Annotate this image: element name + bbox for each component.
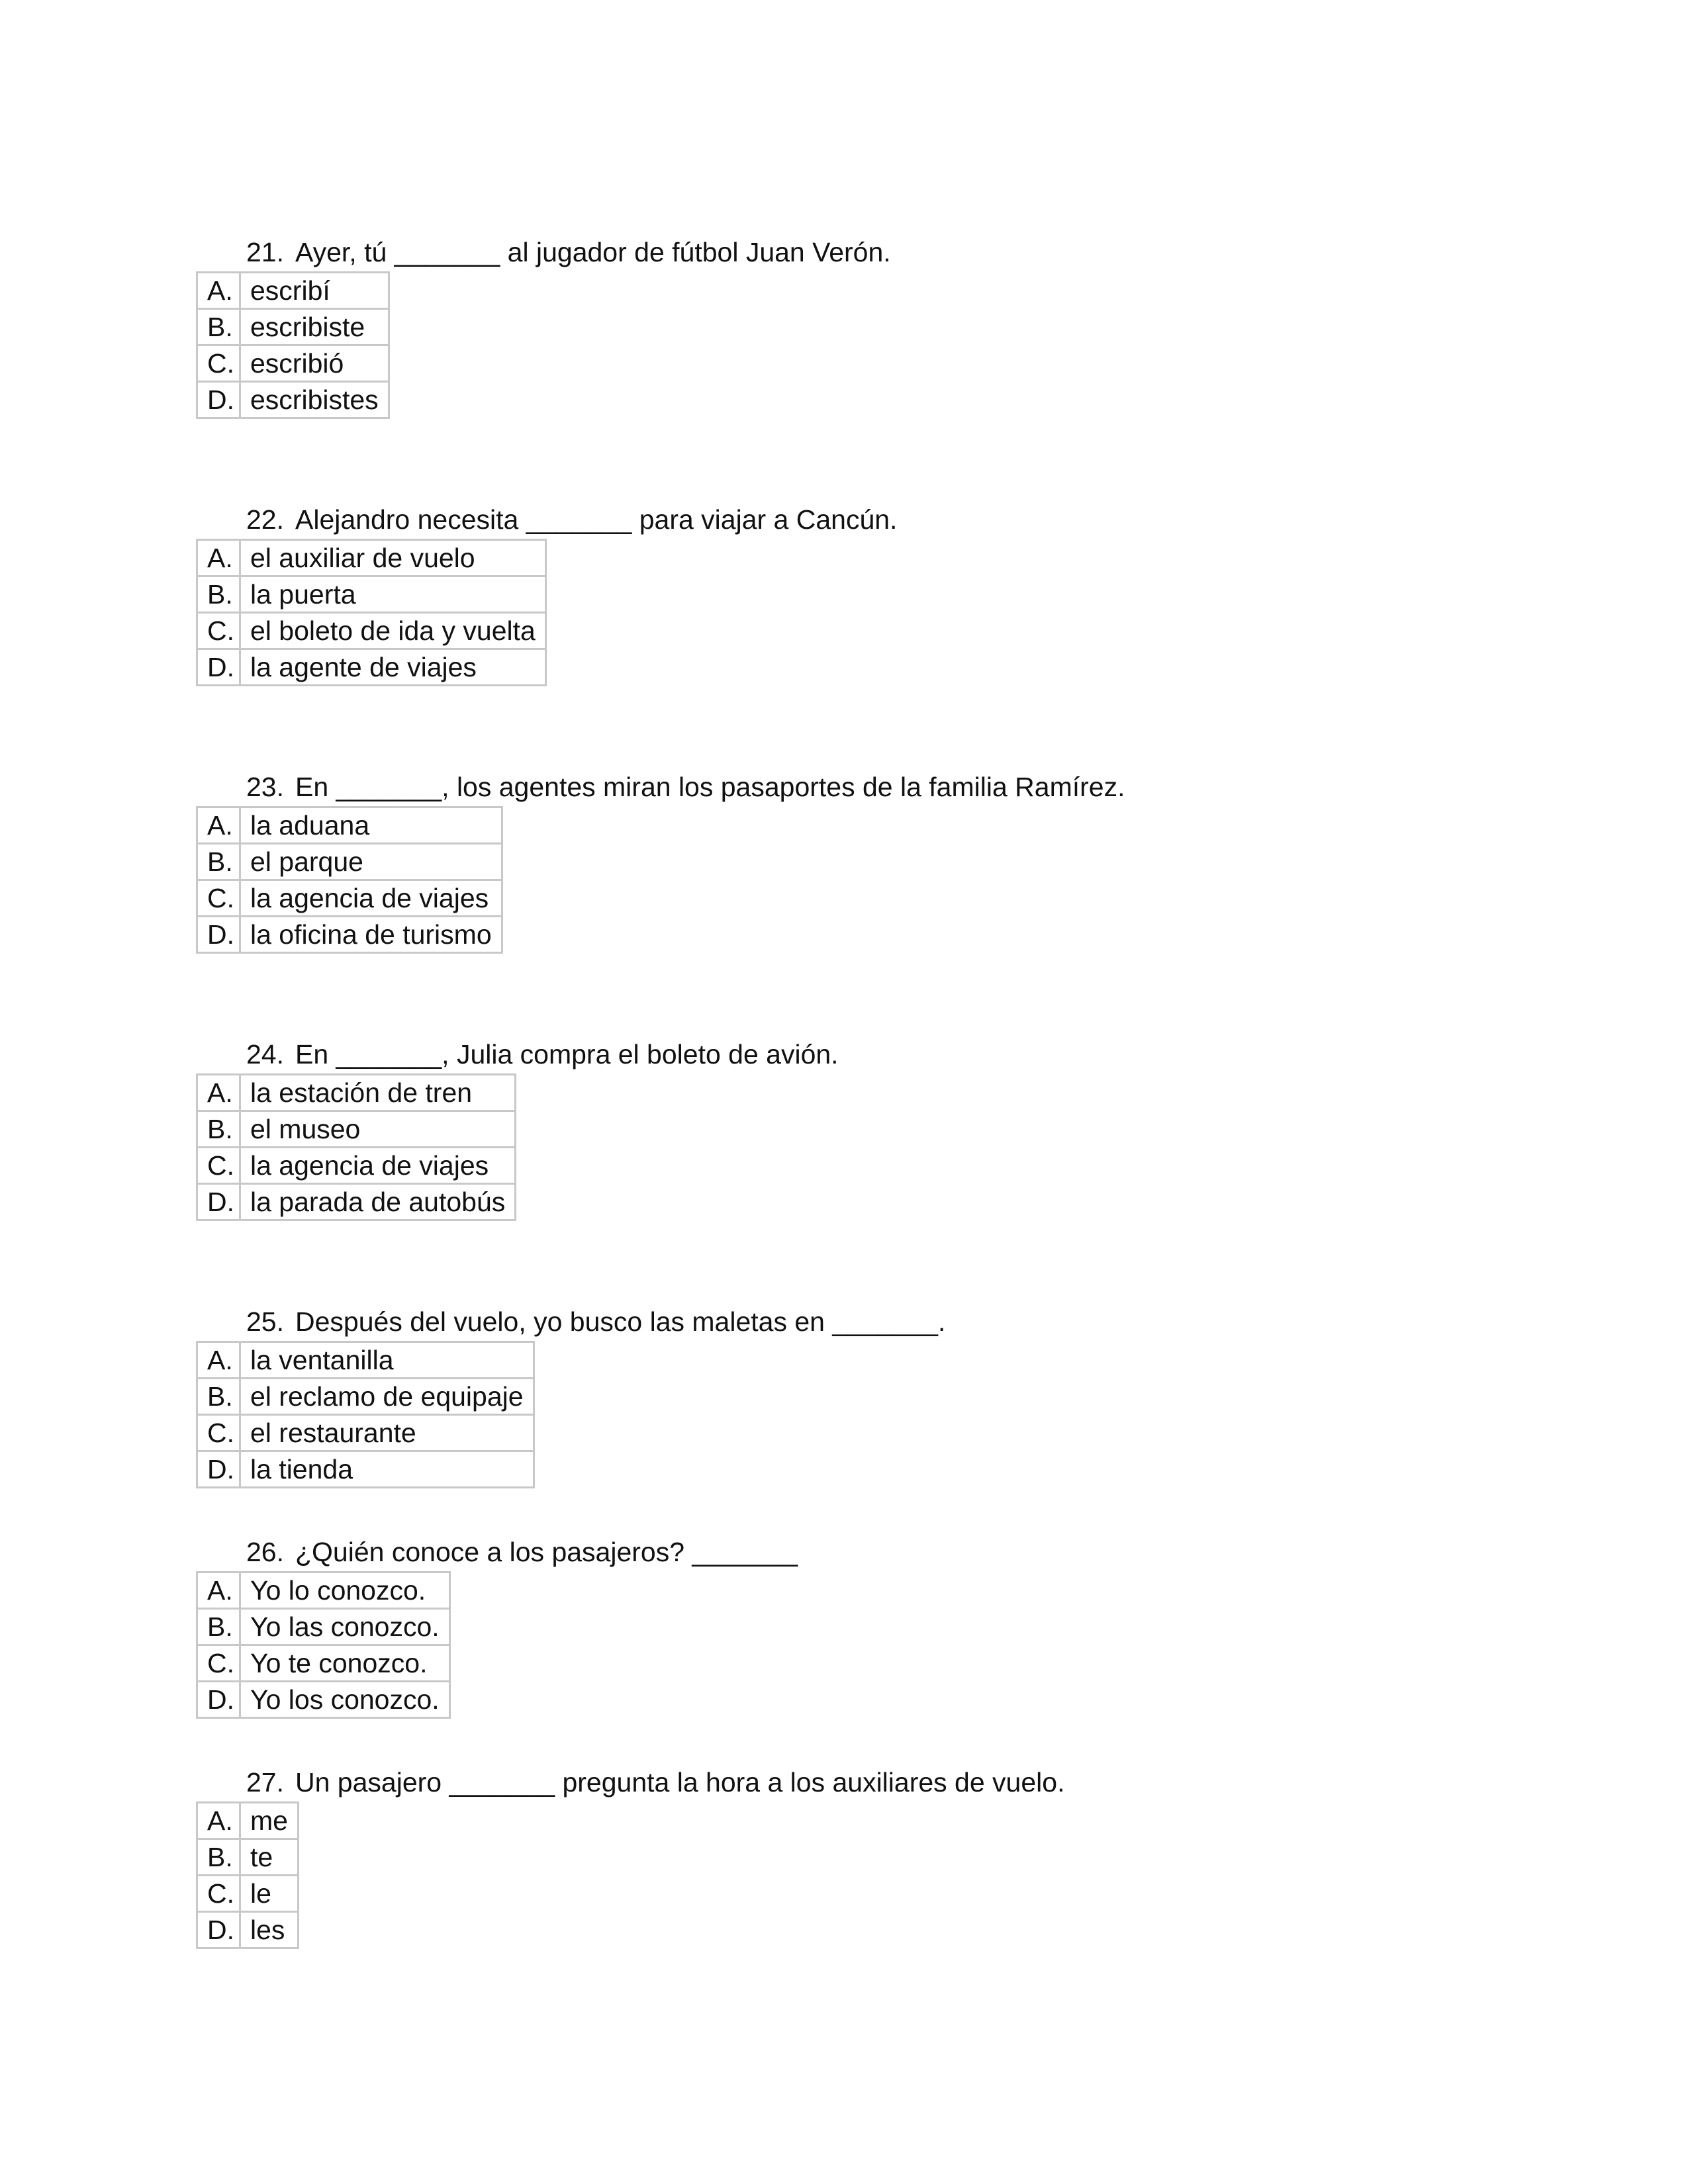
question-prompt <box>196 233 891 271</box>
option-text: escribió <box>240 345 389 382</box>
option-text: la puerta <box>240 576 546 613</box>
question-number: 23. <box>246 772 284 802</box>
option-text: el boleto de ida y vuelta <box>240 613 546 649</box>
option-text: el auxiliar de vuelo <box>240 540 546 576</box>
question-25 <box>196 1302 946 1488</box>
option-text: escribistes <box>240 382 389 418</box>
option-letter: B. <box>197 844 240 880</box>
question-text: Ayer, tú _______ al jugador de fútbol Juan Verón. <box>295 237 891 267</box>
option-letter: C. <box>197 1645 240 1682</box>
option-row-b[interactable] <box>197 309 389 345</box>
option-letter: B. <box>197 1839 240 1876</box>
option-row-c[interactable] <box>197 1415 534 1451</box>
option-text: les <box>240 1912 299 1948</box>
option-letter: D. <box>197 649 240 686</box>
options-table <box>196 1571 451 1719</box>
question-prompt <box>196 500 898 539</box>
question-21 <box>196 233 891 419</box>
option-text: el reclamo de equipaje <box>240 1379 534 1415</box>
option-row-d[interactable] <box>197 1682 450 1718</box>
question-text: Alejandro necesita _______ para viajar a Cancún. <box>295 504 898 535</box>
question-prompt <box>196 1533 798 1571</box>
option-row-a[interactable] <box>197 1075 516 1111</box>
option-letter: A. <box>197 1572 240 1609</box>
question-number: 21. <box>246 237 284 267</box>
option-letter: B. <box>197 1111 240 1148</box>
option-row-c[interactable] <box>197 613 546 649</box>
option-text: la ventanilla <box>240 1342 534 1379</box>
option-row-c[interactable] <box>197 1148 516 1184</box>
option-row-d[interactable] <box>197 1184 516 1220</box>
question-26 <box>196 1533 798 1719</box>
question-number: 27. <box>246 1767 284 1797</box>
option-text: Yo lo conozco. <box>240 1572 450 1609</box>
option-text: le <box>240 1876 299 1912</box>
option-row-d[interactable] <box>197 917 502 953</box>
option-letter: A. <box>197 1342 240 1379</box>
option-row-a[interactable] <box>197 540 546 576</box>
option-letter: A. <box>197 273 240 309</box>
question-text: Después del vuelo, yo busco las maletas en _______. <box>295 1306 946 1337</box>
question-number: 24. <box>246 1039 284 1069</box>
question-prompt <box>196 1302 946 1341</box>
option-text: la aduana <box>240 807 502 844</box>
option-text: la estación de tren <box>240 1075 516 1111</box>
option-text: escribiste <box>240 309 389 345</box>
option-letter: D. <box>197 382 240 418</box>
option-row-d[interactable] <box>197 382 389 418</box>
option-row-b[interactable] <box>197 576 546 613</box>
option-letter: A. <box>197 807 240 844</box>
option-letter: B. <box>197 1379 240 1415</box>
options-table <box>196 1341 535 1488</box>
option-letter: D. <box>197 1451 240 1488</box>
option-letter: A. <box>197 1803 240 1839</box>
option-row-d[interactable] <box>197 1912 299 1948</box>
option-row-a[interactable] <box>197 273 389 309</box>
option-row-b[interactable] <box>197 1839 299 1876</box>
option-text: Yo te conozco. <box>240 1645 450 1682</box>
option-row-a[interactable] <box>197 807 502 844</box>
option-text: la tienda <box>240 1451 534 1488</box>
question-23 <box>196 768 1125 954</box>
options-table <box>196 539 547 686</box>
option-row-d[interactable] <box>197 649 546 686</box>
option-text: el parque <box>240 844 502 880</box>
question-22 <box>196 500 898 686</box>
options-table <box>196 1073 516 1221</box>
question-number: 25. <box>246 1306 284 1337</box>
option-letter: C. <box>197 613 240 649</box>
option-letter: D. <box>197 1184 240 1220</box>
option-row-b[interactable] <box>197 1111 516 1148</box>
option-letter: B. <box>197 1609 240 1645</box>
option-letter: C. <box>197 345 240 382</box>
question-text: Un pasajero _______ pregunta la hora a los auxiliares de vuelo. <box>295 1767 1065 1797</box>
option-text: te <box>240 1839 299 1876</box>
option-text: Yo las conozco. <box>240 1609 450 1645</box>
option-letter: C. <box>197 1876 240 1912</box>
option-letter: C. <box>197 880 240 917</box>
option-text: la oficina de turismo <box>240 917 502 953</box>
option-letter: A. <box>197 540 240 576</box>
option-letter: C. <box>197 1148 240 1184</box>
question-text: En _______, los agentes miran los pasaportes de la familia Ramírez. <box>295 772 1125 802</box>
question-text: En _______, Julia compra el boleto de avión. <box>295 1039 839 1069</box>
option-row-a[interactable] <box>197 1803 299 1839</box>
options-table <box>196 271 390 419</box>
option-letter: D. <box>197 917 240 953</box>
option-row-d[interactable] <box>197 1451 534 1488</box>
option-letter: C. <box>197 1415 240 1451</box>
question-number: 26. <box>246 1537 284 1567</box>
option-row-c[interactable] <box>197 345 389 382</box>
option-letter: B. <box>197 576 240 613</box>
question-27 <box>196 1763 1065 1949</box>
options-table <box>196 1801 299 1949</box>
question-prompt <box>196 1763 1065 1801</box>
option-row-a[interactable] <box>197 1572 450 1609</box>
question-prompt <box>196 1035 839 1073</box>
option-text: la parada de autobús <box>240 1184 516 1220</box>
option-row-b[interactable] <box>197 1379 534 1415</box>
question-text: ¿Quién conoce a los pasajeros? _______ <box>295 1537 798 1567</box>
option-row-b[interactable] <box>197 1609 450 1645</box>
option-row-c[interactable] <box>197 1876 299 1912</box>
question-prompt <box>196 768 1125 806</box>
option-letter: D. <box>197 1912 240 1948</box>
option-text: el restaurante <box>240 1415 534 1451</box>
option-text: la agencia de viajes <box>240 1148 516 1184</box>
option-row-c[interactable] <box>197 1645 450 1682</box>
option-row-b[interactable] <box>197 844 502 880</box>
options-table <box>196 806 503 954</box>
question-number: 22. <box>246 504 284 535</box>
option-text: el museo <box>240 1111 516 1148</box>
option-letter: A. <box>197 1075 240 1111</box>
option-letter: D. <box>197 1682 240 1718</box>
option-letter: B. <box>197 309 240 345</box>
option-text: me <box>240 1803 299 1839</box>
option-text: Yo los conozco. <box>240 1682 450 1718</box>
option-text: escribí <box>240 273 389 309</box>
option-text: la agente de viajes <box>240 649 546 686</box>
option-text: la agencia de viajes <box>240 880 502 917</box>
question-24 <box>196 1035 839 1221</box>
option-row-c[interactable] <box>197 880 502 917</box>
option-row-a[interactable] <box>197 1342 534 1379</box>
